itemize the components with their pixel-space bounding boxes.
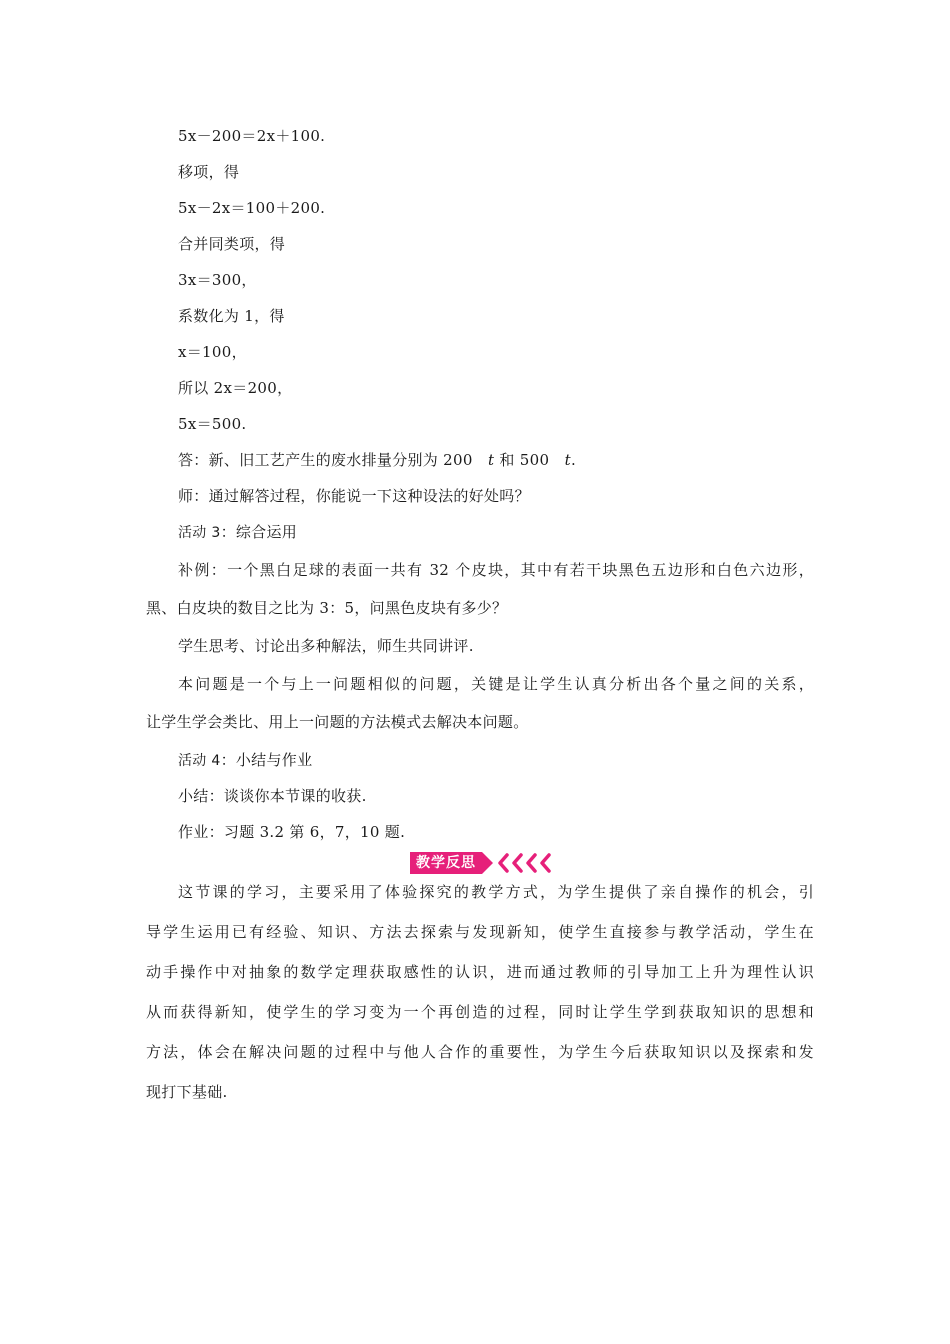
activity-title: ：小结与作业	[220, 751, 313, 769]
reflection-line: 导学生运用已有经验、知识、方法去探索与发现新知，使学生直接参与教学活动，学生在	[146, 923, 814, 941]
equation-line: 5x＝500.	[178, 415, 247, 433]
step-label: 系数化为 1，得	[178, 307, 285, 325]
activity-label: 活动 4	[178, 753, 221, 769]
reflection-line: 现打下基础.	[146, 1083, 228, 1101]
answer-line	[178, 450, 576, 470]
chevron-left-icon	[496, 852, 510, 874]
equation-line: 3x＝300，	[178, 271, 257, 289]
banner-label: 教学反思	[410, 852, 482, 874]
answer-text: 和 500	[494, 451, 565, 469]
chevron-left-icon	[510, 852, 524, 874]
teacher-question: 师：通过解答过程，你能说一下这种设法的好处吗？	[178, 487, 530, 505]
activity-4-heading	[178, 750, 312, 771]
paragraph-line: 本问题是一个与上一问题相似的问题，关键是让学生认真分析出各个量之间的关系，	[178, 675, 814, 693]
example-line: 补例：一个黑白足球的表面一共有 32 个皮块，其中有若干块黑色五边形和白色六边形，	[178, 561, 814, 579]
chevron-left-icon	[538, 852, 552, 874]
equation-line: 5x－2x＝100＋200.	[178, 199, 326, 217]
unit-t: t	[488, 451, 495, 469]
reflection-line: 方法，体会在解决问题的过程中与他人合作的重要性，为学生今后获取知识以及探索和发	[146, 1043, 814, 1061]
reflection-banner	[410, 852, 552, 874]
reflection-line: 这节课的学习，主要采用了体验探究的教学方式，为学生提供了亲自操作的机会，引	[178, 883, 814, 901]
example-line: 黑、白皮块的数目之比为 3：5，问黑色皮块有多少？	[146, 599, 508, 617]
step-label: 移项，得	[178, 163, 240, 181]
activity-title: ：综合运用	[220, 523, 298, 541]
reflection-line: 动手操作中对抽象的数学定理获取感性的认识，进而通过教师的引导加工上升为理性认识	[146, 963, 814, 981]
unit-t: t	[564, 451, 571, 469]
activity-label: 活动 3	[178, 525, 221, 541]
equation-line: x＝100，	[178, 343, 247, 361]
banner-chevrons	[496, 852, 552, 874]
reflection-line: 从而获得新知，使学生的学习变为一个再创造的过程，同时让学生学到获取知识的思想和	[146, 1003, 814, 1021]
step-label: 合并同类项，得	[178, 235, 286, 253]
summary-line: 小结：谈谈你本节课的收获.	[178, 787, 367, 805]
answer-text: .	[570, 451, 577, 469]
paragraph-line: 学生思考、讨论出多种解法，师生共同讲评.	[178, 637, 474, 655]
homework-line: 作业：习题 3.2 第 6，7，10 题.	[178, 823, 406, 841]
activity-3-heading	[178, 522, 297, 543]
equation-line: 所以 2x＝200，	[178, 379, 293, 397]
chevron-left-icon	[524, 852, 538, 874]
paragraph-line: 让学生学会类比、用上一问题的方法模式去解决本问题。	[146, 713, 529, 731]
equation-line: 5x－200＝2x＋100.	[178, 127, 326, 145]
answer-text: 答：新、旧工艺产生的废水排量分别为 200	[178, 451, 489, 469]
